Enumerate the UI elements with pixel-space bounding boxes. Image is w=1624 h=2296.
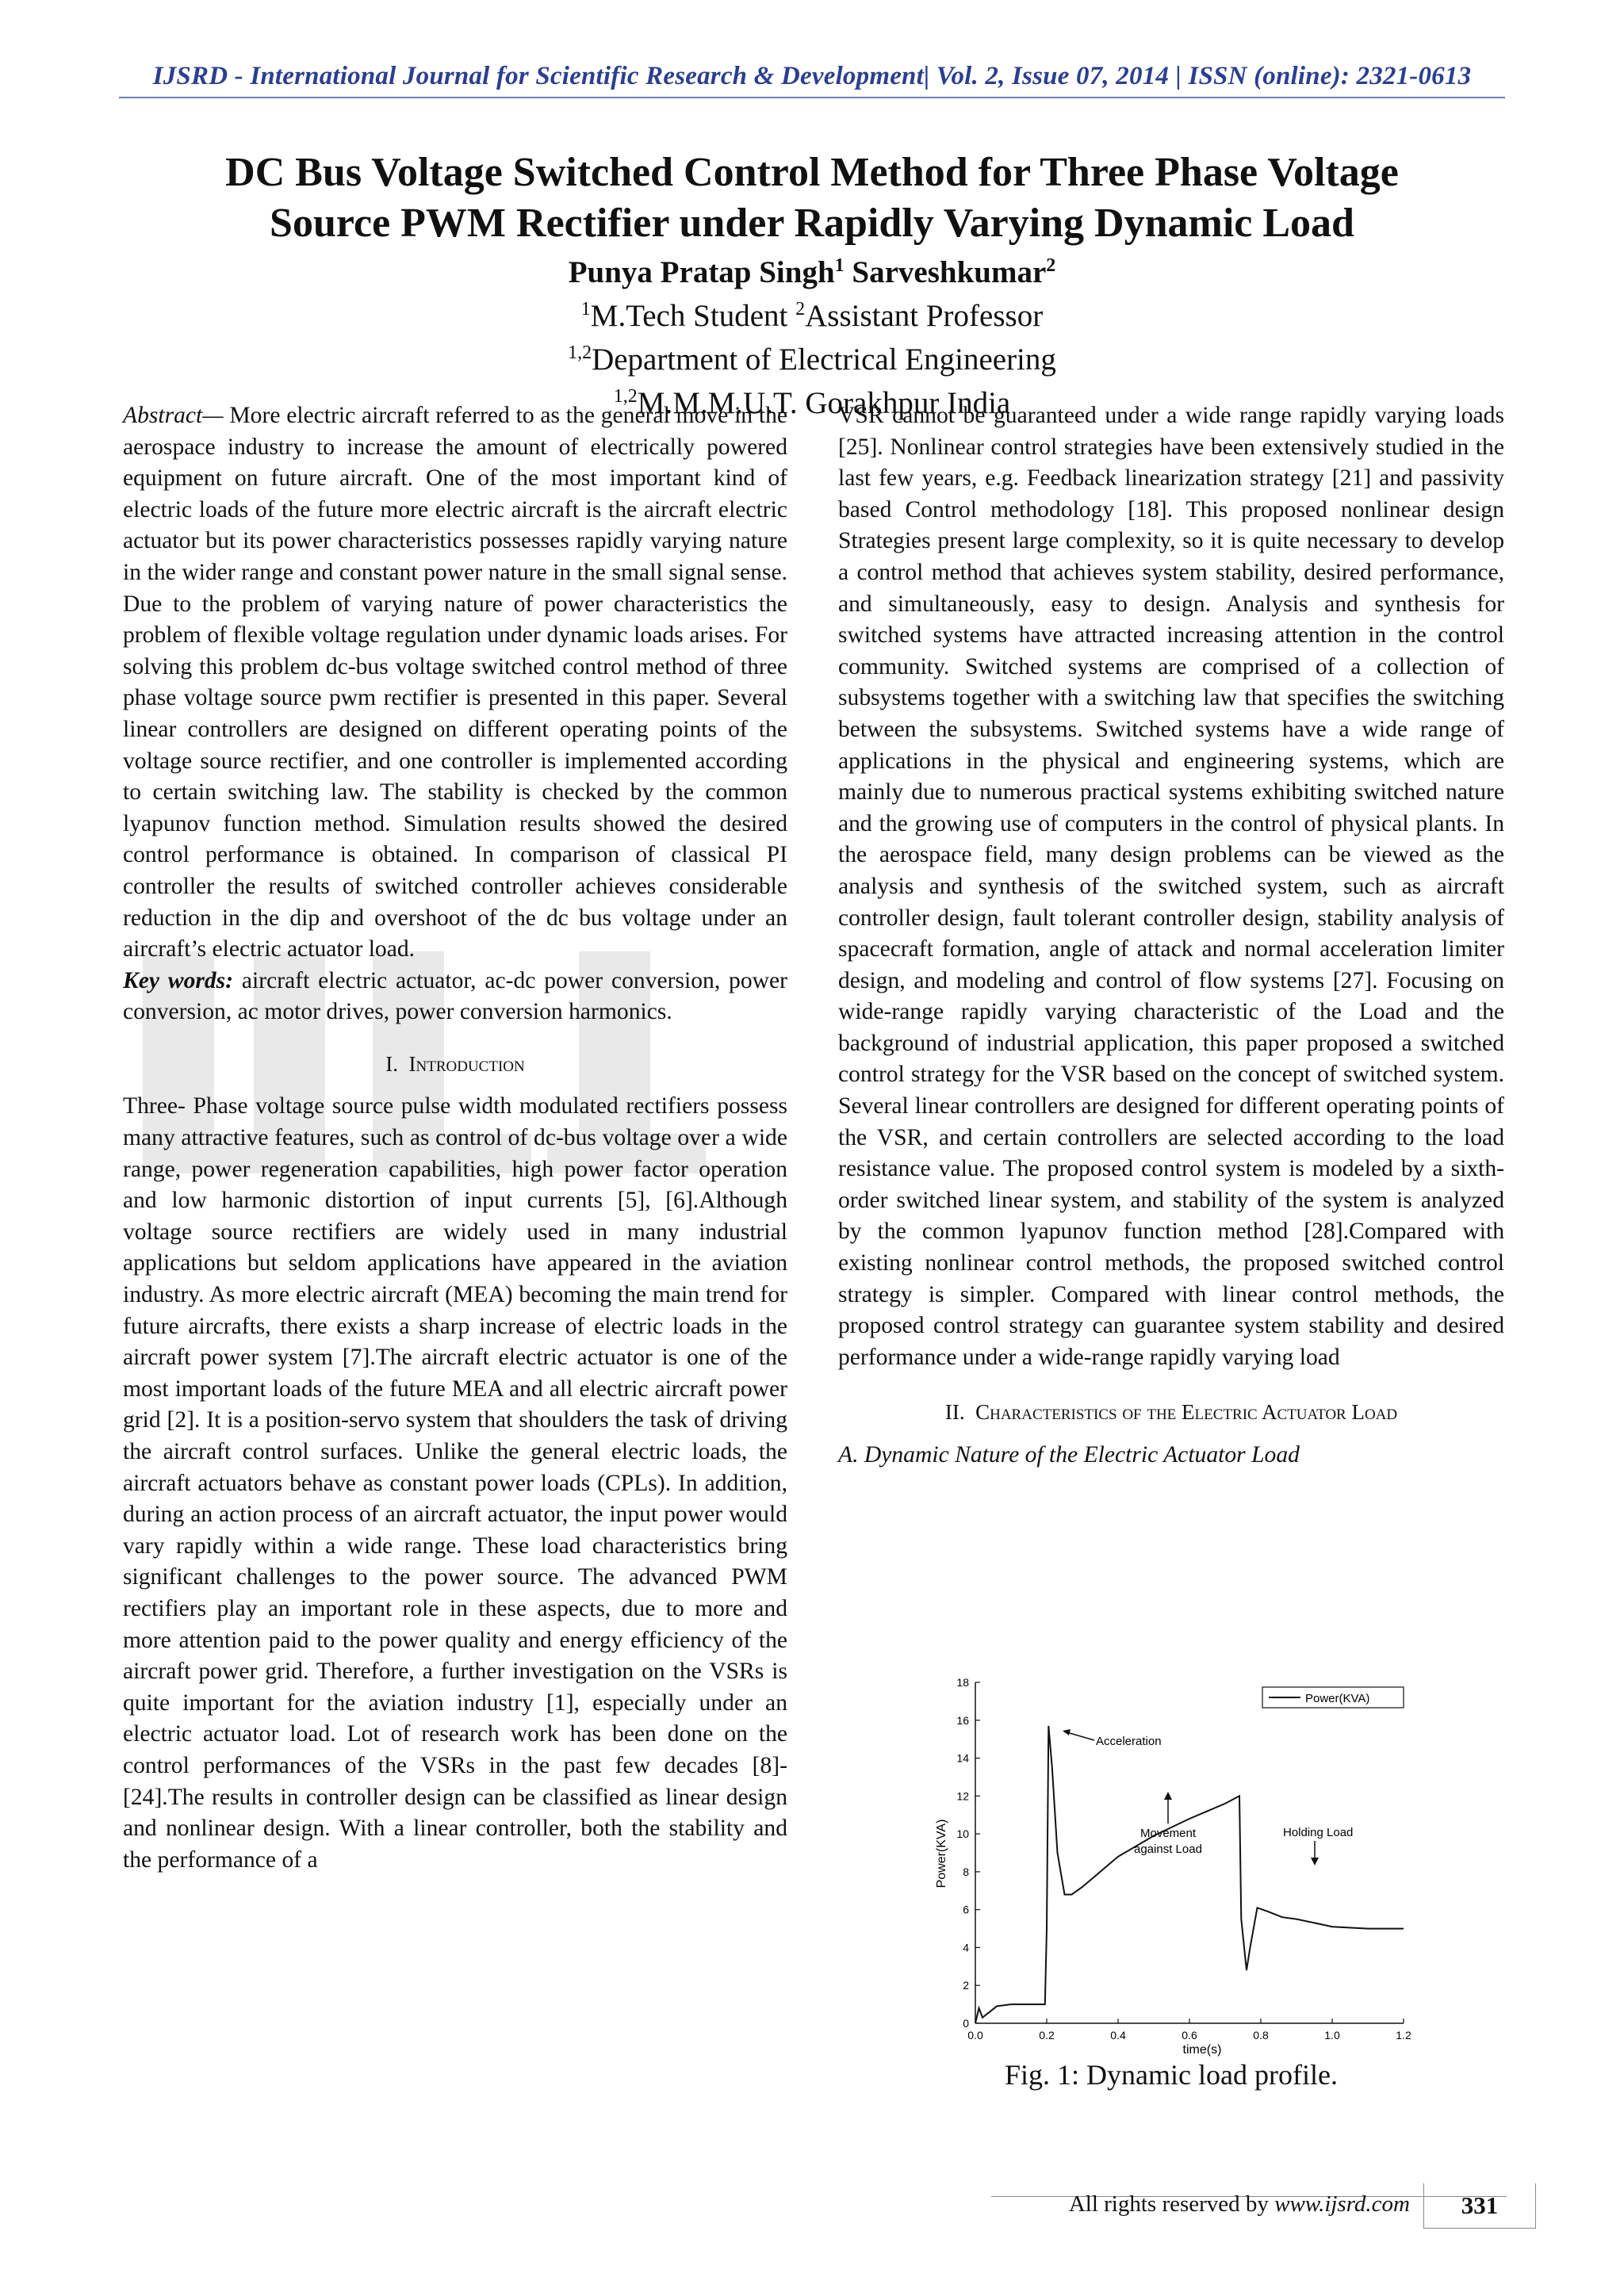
aff1b-text: Assistant Professor	[805, 299, 1044, 333]
footer-site-link[interactable]: www.ijsrd.com	[1274, 2191, 1410, 2217]
acceleration-arrowhead	[1063, 1729, 1071, 1735]
aff1-sup: 1	[580, 299, 591, 320]
y-tick-label: 4	[963, 1941, 969, 1954]
header-rule	[119, 97, 1505, 98]
chart-annotations	[1063, 1729, 1353, 1866]
x-tick-label: 0.8	[1253, 2029, 1269, 2042]
keywords-label: Key words:	[123, 967, 234, 993]
aff1b-sup: 2	[795, 299, 806, 320]
affiliation-1	[119, 291, 1505, 335]
holding-arrowhead	[1311, 1858, 1319, 1866]
aff2-sup: 1,2	[568, 342, 592, 363]
section-2-title: Characteristics of the Electric Actuator Load	[975, 1400, 1398, 1425]
footer-prefix: All rights reserved by	[1068, 2191, 1275, 2217]
x-tick-label: 1.0	[1324, 2029, 1340, 2042]
section-1-title: Introduction	[408, 1051, 525, 1076]
x-tick-label: 0.0	[967, 2029, 983, 2042]
section-2-number: II.	[944, 1400, 965, 1425]
movement-arrowhead	[1164, 1792, 1172, 1800]
aff2-text: Department of Electrical Engineering	[592, 342, 1056, 377]
left-column	[123, 400, 787, 1876]
author-1-sup: 1	[834, 255, 845, 276]
journal-header: IJSRD - International Journal for Scientific Research & Development| Vol. 2, Issue 07, 2014 | ISSN (online): 2321-0613	[152, 62, 1472, 90]
aff3-text: M.M.M.U.T. Gorakhpur India	[637, 386, 1011, 420]
y-tick-label: 16	[956, 1713, 969, 1727]
x-tick-label: 0.2	[1039, 2029, 1055, 2042]
title-line-2: Source PWM Rectifier under Rapidly Varying Dynamic Load	[270, 201, 1354, 246]
y-tick-label: 18	[956, 1676, 969, 1689]
annotation-acceleration: Acceleration	[1096, 1735, 1162, 1748]
abstract	[123, 400, 787, 966]
x-tick-label: 1.2	[1396, 2029, 1411, 2042]
aff3-sup: 1,2	[613, 386, 638, 407]
power-series-line	[975, 1726, 1404, 2023]
introduction-text: Three- Phase voltage source pulse width modulated rectifiers possess many attractive features, such as control of dc-bus voltage over a wide range, power regeneration capabilities, high power factor operation and low harmonic distortion of input currents [5], [6].Although voltage source rectifiers are widely used in many industrial applications but seldom applications have appeared in the aviation industry. As more electric aircraft (MEA) becoming the main trend for future aircrafts, there exists a sharp increase of electric loads in the aircraft power system [7].The aircraft electric actuator is one of the most important loads of the future MEA and all electric aircraft power grid [2]. It is a position-servo system that shoulders the task of driving the aircraft control surfaces. Unlike the general electric loads, the aircraft actuators behave as constant power loads (CPLs). In addition, during an action process of an aircraft actuator, the input power would vary rapidly within a wide range. These load characteristics bring significant challenges to the power source. The advanced PWM rectifiers play an important role in these aspects, due to more and more attention paid to the power quality and energy efficiency of the aircraft power grid. Therefore, a further investigation on the VSRs is quite important for the aviation industry [1], especially under an electric actuator load. Lot of research work has been done on the control performances of the VSRs in the past few decades [8]-[24].The results in controller design can be classified as linear design and nonlinear design. With a linear controller, both the stability and the performance of a	[123, 1093, 787, 1873]
author-2: Sarveshkumar	[852, 255, 1047, 289]
author-block	[119, 247, 1505, 422]
right-column	[838, 400, 1504, 1471]
author-1: Punya Pratap Singh	[568, 255, 835, 289]
chart-ticks	[956, 1676, 1411, 2042]
y-tick-label: 0	[963, 2017, 969, 2030]
figure-caption: Fig. 1: Dynamic load profile.	[1005, 2059, 1338, 2091]
y-tick-label: 12	[956, 1789, 969, 1803]
footer-copyright	[1023, 2191, 1410, 2218]
x-tick-label: 0.6	[1182, 2029, 1197, 2042]
keywords	[123, 966, 787, 1028]
y-tick-label: 6	[963, 1903, 969, 1916]
author-names	[119, 247, 1505, 291]
annotation-movement-2: against Load	[1134, 1843, 1202, 1856]
x-axis-label: time(s)	[1182, 2043, 1222, 2057]
subsection-a-heading: A. Dynamic Nature of the Electric Actuator Load	[838, 1442, 1300, 1468]
annotation-movement-1: Movement	[1140, 1827, 1197, 1840]
abstract-text: More electric aircraft referred to as the general move in the aerospace industry to increase the amount of electrically powered equipment on future aircraft. One of the most important kind of electric loads of the future more electric aircraft is the aircraft electric actuator but its power characteristics possesses rapidly varying nature in the wider range and constant power nature in the small signal sense. Due to the problem of varying nature of power characteristics the problem of flexible voltage regulation under dynamic loads arises. For solving this problem dc-bus voltage switched control method of three phase voltage source pwm rectifier is presented in this paper. Several linear controllers are designed on different operating points of the voltage source rectifier, and one controller is implemented according to certain switching law. The stability is checked by the common lyapunov function method. Simulation results showed the desired control performance is obtained. In comparison of classical PI controller the results of switched controller achieves considerable reduction in the dip and overshoot of the dc bus voltage under an aircraft’s electric actuator load.	[123, 403, 787, 962]
abstract-label: Abstract—	[123, 403, 224, 428]
aff1-text: M.Tech Student	[590, 299, 796, 333]
y-tick-label: 8	[963, 1865, 969, 1878]
paper-title	[119, 147, 1505, 249]
y-tick-label: 2	[963, 1979, 969, 1992]
page-number: 331	[1423, 2183, 1536, 2229]
annotation-holding: Holding Load	[1283, 1826, 1354, 1839]
y-tick-label: 14	[956, 1751, 969, 1765]
x-tick-label: 0.4	[1110, 2029, 1126, 2042]
affiliation-2	[119, 335, 1505, 378]
right-column-text: VSR cannot be guaranteed under a wide range rapidly varying loads [25]. Nonlinear control strategies have been extensively studied in the last few years, e.g. Feedback linearization strategy [21] and passivity based Control methodology [18]. This proposed nonlinear design Strategies present large complexity, so it is quite necessary to develop a control method that achieves system stability, desired performance, and simultaneously, easy to design. Analysis and synthesis for switched systems have attracted increasing attention in the control community. Switched systems are comprised of a collection of subsystems together with a switching law that specifies the switching between the subsystems. Switched systems have a wide range of applications in the physical and engineering systems, which are mainly due to numerous practical systems exhibiting switched nature and the growing use of computers in the control of physical plants. In the aerospace field, many design problems can be viewed as the analysis and synthesis of the switched system, such as aircraft controller design, fault tolerant controller design, stability analysis of spacecraft formation, angle of attack and normal acceleration limiter design, and modeling and control of flow systems [27]. Focusing on wide-range rapidly varying characteristic of the Load and the background of industrial application, this paper proposed a switched control strategy for the VSR based on the concept of switched system. Several linear controllers are designed for different operating points of the VSR, and certain controllers are selected according to the load resistance value. The proposed control system is modeled by a sixth-order switched linear system, and stability of the system is analyzed by the common lyapunov function method [28].Compared with existing nonlinear control methods, the proposed switched control strategy is simpler. Compared with linear control methods, the proposed control strategy can guarantee system stability and desired performance under a wide-range rapidly varying load	[838, 403, 1504, 1370]
y-axis-label: Power(KVA)	[935, 1819, 948, 1888]
section-2-heading	[838, 1397, 1504, 1429]
dynamic-load-chart	[928, 1673, 1419, 2061]
chart-legend	[1262, 1687, 1404, 1708]
section-1-heading	[123, 1049, 787, 1081]
legend-label: Power(KVA)	[1305, 1692, 1370, 1705]
author-2-sup: 2	[1046, 255, 1056, 276]
title-line-1: DC Bus Voltage Switched Control Method for Three Phase Voltage	[225, 150, 1399, 195]
section-1-number: I.	[385, 1051, 399, 1076]
y-tick-label: 10	[956, 1827, 969, 1841]
keywords-text: aircraft electric actuator, ac-dc power conversion, power conversion, ac motor drives, power conversion harmonics.	[123, 967, 787, 1025]
